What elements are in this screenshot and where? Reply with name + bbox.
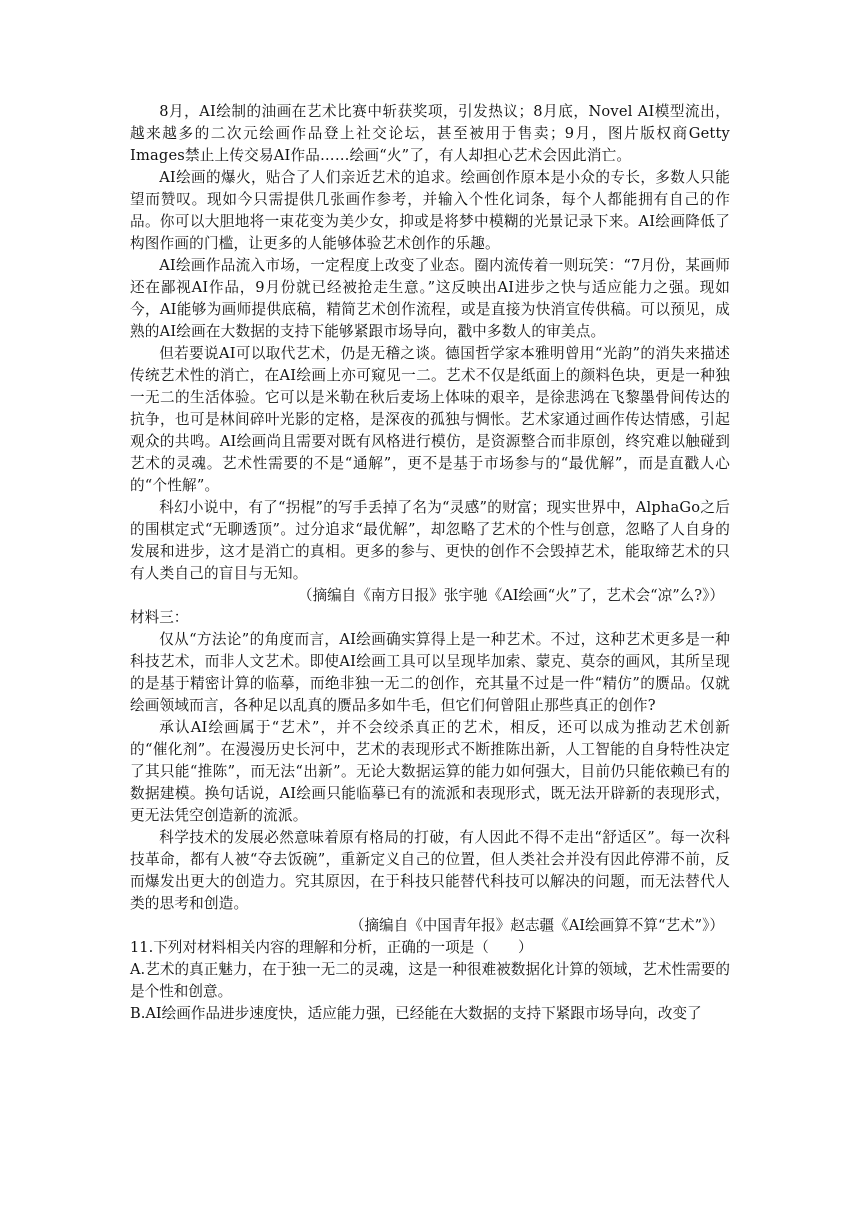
paragraph: AI绘画作品流入市场，一定程度上改变了业态。圈内流传着一则玩笑：“7月份，某画师还在鄙视AI作品，9月份就已经被抢走生意。”这反映出AI进步之快与适应能力之强。现如今，AI能够为画师提供底稿，精简艺术创作流程，或是直接为快消宣传供稿。可以预见，成熟的AI绘画在大数据的支持下能够紧跟市场导向，戳中多数人的审美点。: [130, 257, 730, 340]
paragraph: 承认AI绘画属于“艺术”，并不会绞杀真正的艺术，相反，还可以成为推动艺术创新的“催化剂”。在漫漫历史长河中，艺术的表现形式不断推陈出新，人工智能的自身特性决定了其只能“推陈”，而无法“出新”。无论大数据运算的能力如何强大，目前仍只能依赖已有的数据建模。换句话说，AI绘画只能临摹已有的流派和表现形式，既无法开辟新的表现形式，更无法凭空创造新的流派。: [130, 719, 730, 824]
paragraph: 但若要说AI可以取代艺术，仍是无稽之谈。德国哲学家本雅明曾用“光韵”的消失来描述传统艺术性的消亡，在AI绘画上亦可窥见一二。艺术不仅是纸面上的颜料色块，更是一种独一无二的生活体验。它可以是米勒在秋后麦场上体味的艰辛，是徐悲鸿在飞黎墨骨间传达的抗争，也可是林间碎叶光影的定格，是深夜的孤独与惆怅。艺术家通过画作传达情感，引起观众的共鸣。AI绘画尚且需要对既有风格进行模仿，是资源整合而非原创，终究难以触碰到艺术的灵魂。艺术性需要的不是“通解”，更不是基于市场参与的“最优解”，而是直戳人心的“个性解”。: [130, 345, 730, 494]
question-block: [130, 937, 730, 1025]
document-page: [130, 101, 730, 1025]
paragraph: AI绘画的爆火，贴合了人们亲近艺术的追求。绘画创作原本是小众的专长，多数人只能望而赞叹。现如今只需提供几张画作参考，并输入个性化词条，每个人都能拥有自己的作品。你可以大胆地将一束花变为美少女，抑或是将梦中模糊的光景记录下来。AI绘画降低了构图作画的门槛，让更多的人能够体验艺术创作的乐趣。: [130, 169, 730, 252]
material-label: 材料三：: [130, 609, 189, 626]
paragraph: 科幻小说中，有了“拐棍”的写手丢掉了名为“灵感”的财富；现实世界中，AlphaGo之后的围棋定式“无聊透顶”。过分追求“最优解”，却忽略了艺术的个性与创意，忽略了人自身的发展和进步，这才是消亡的真相。更多的参与、更快的创作不会毁掉艺术，能取缔艺术的只有人类自己的盲目与无知。: [130, 499, 730, 582]
source-citation: （摘编自《南方日报》张宇驰《AI绘画“火”了，艺术会“凉”么?》）: [297, 587, 724, 604]
answer-option-a: A.艺术的真正魅力，在于独一无二的灵魂，这是一种很难被数据化计算的领域，艺术性需要的是个性和创意。: [130, 961, 730, 1000]
answer-option-b: B.AI绘画作品进步速度快，适应能力强，已经能在大数据的支持下紧跟市场导向，改变了: [130, 1005, 702, 1022]
paragraph: 仅从“方法论”的角度而言，AI绘画确实算得上是一种艺术。不过，这种艺术更多是一种科技艺术，而非人文艺术。即使AI绘画工具可以呈现毕加索、蒙克、莫奈的画风，其所呈现的是基于精密计算的临摹，而绝非独一无二的创作，充其量不过是一件“精仿”的赝品。仅就绘画领域而言，各种足以乱真的赝品多如牛毛，但它们何曾阻止那些真正的创作?: [130, 631, 730, 714]
paragraph: 8月，AI绘制的油画在艺术比赛中斩获奖项，引发热议；8月底，Novel AI模型流出，越来越多的二次元绘画作品登上社交论坛，甚至被用于售卖；9月，图片版权商Getty Images禁止上传交易AI作品……绘画“火”了，有人却担心艺术会因此消亡。: [130, 103, 730, 164]
paragraph: 科学技术的发展必然意味着原有格局的打破，有人因此不得不走出“舒适区”。每一次科技革命，都有人被“夺去饭碗”，重新定义自己的位置，但人类社会并没有因此停滞不前，反而爆发出更大的创造力。究其原因，在于科技只能替代科技可以解决的问题，而无法替代人类的思考和创造。: [130, 829, 730, 912]
question-stem: 11.下列对材料相关内容的理解和分析，正确的一项是（ ）: [130, 939, 533, 956]
material-two: [130, 101, 730, 607]
material-three: [130, 607, 730, 937]
source-citation: （摘编自《中国青年报》赵志疆《AI绘画算不算“艺术”》）: [349, 917, 724, 934]
